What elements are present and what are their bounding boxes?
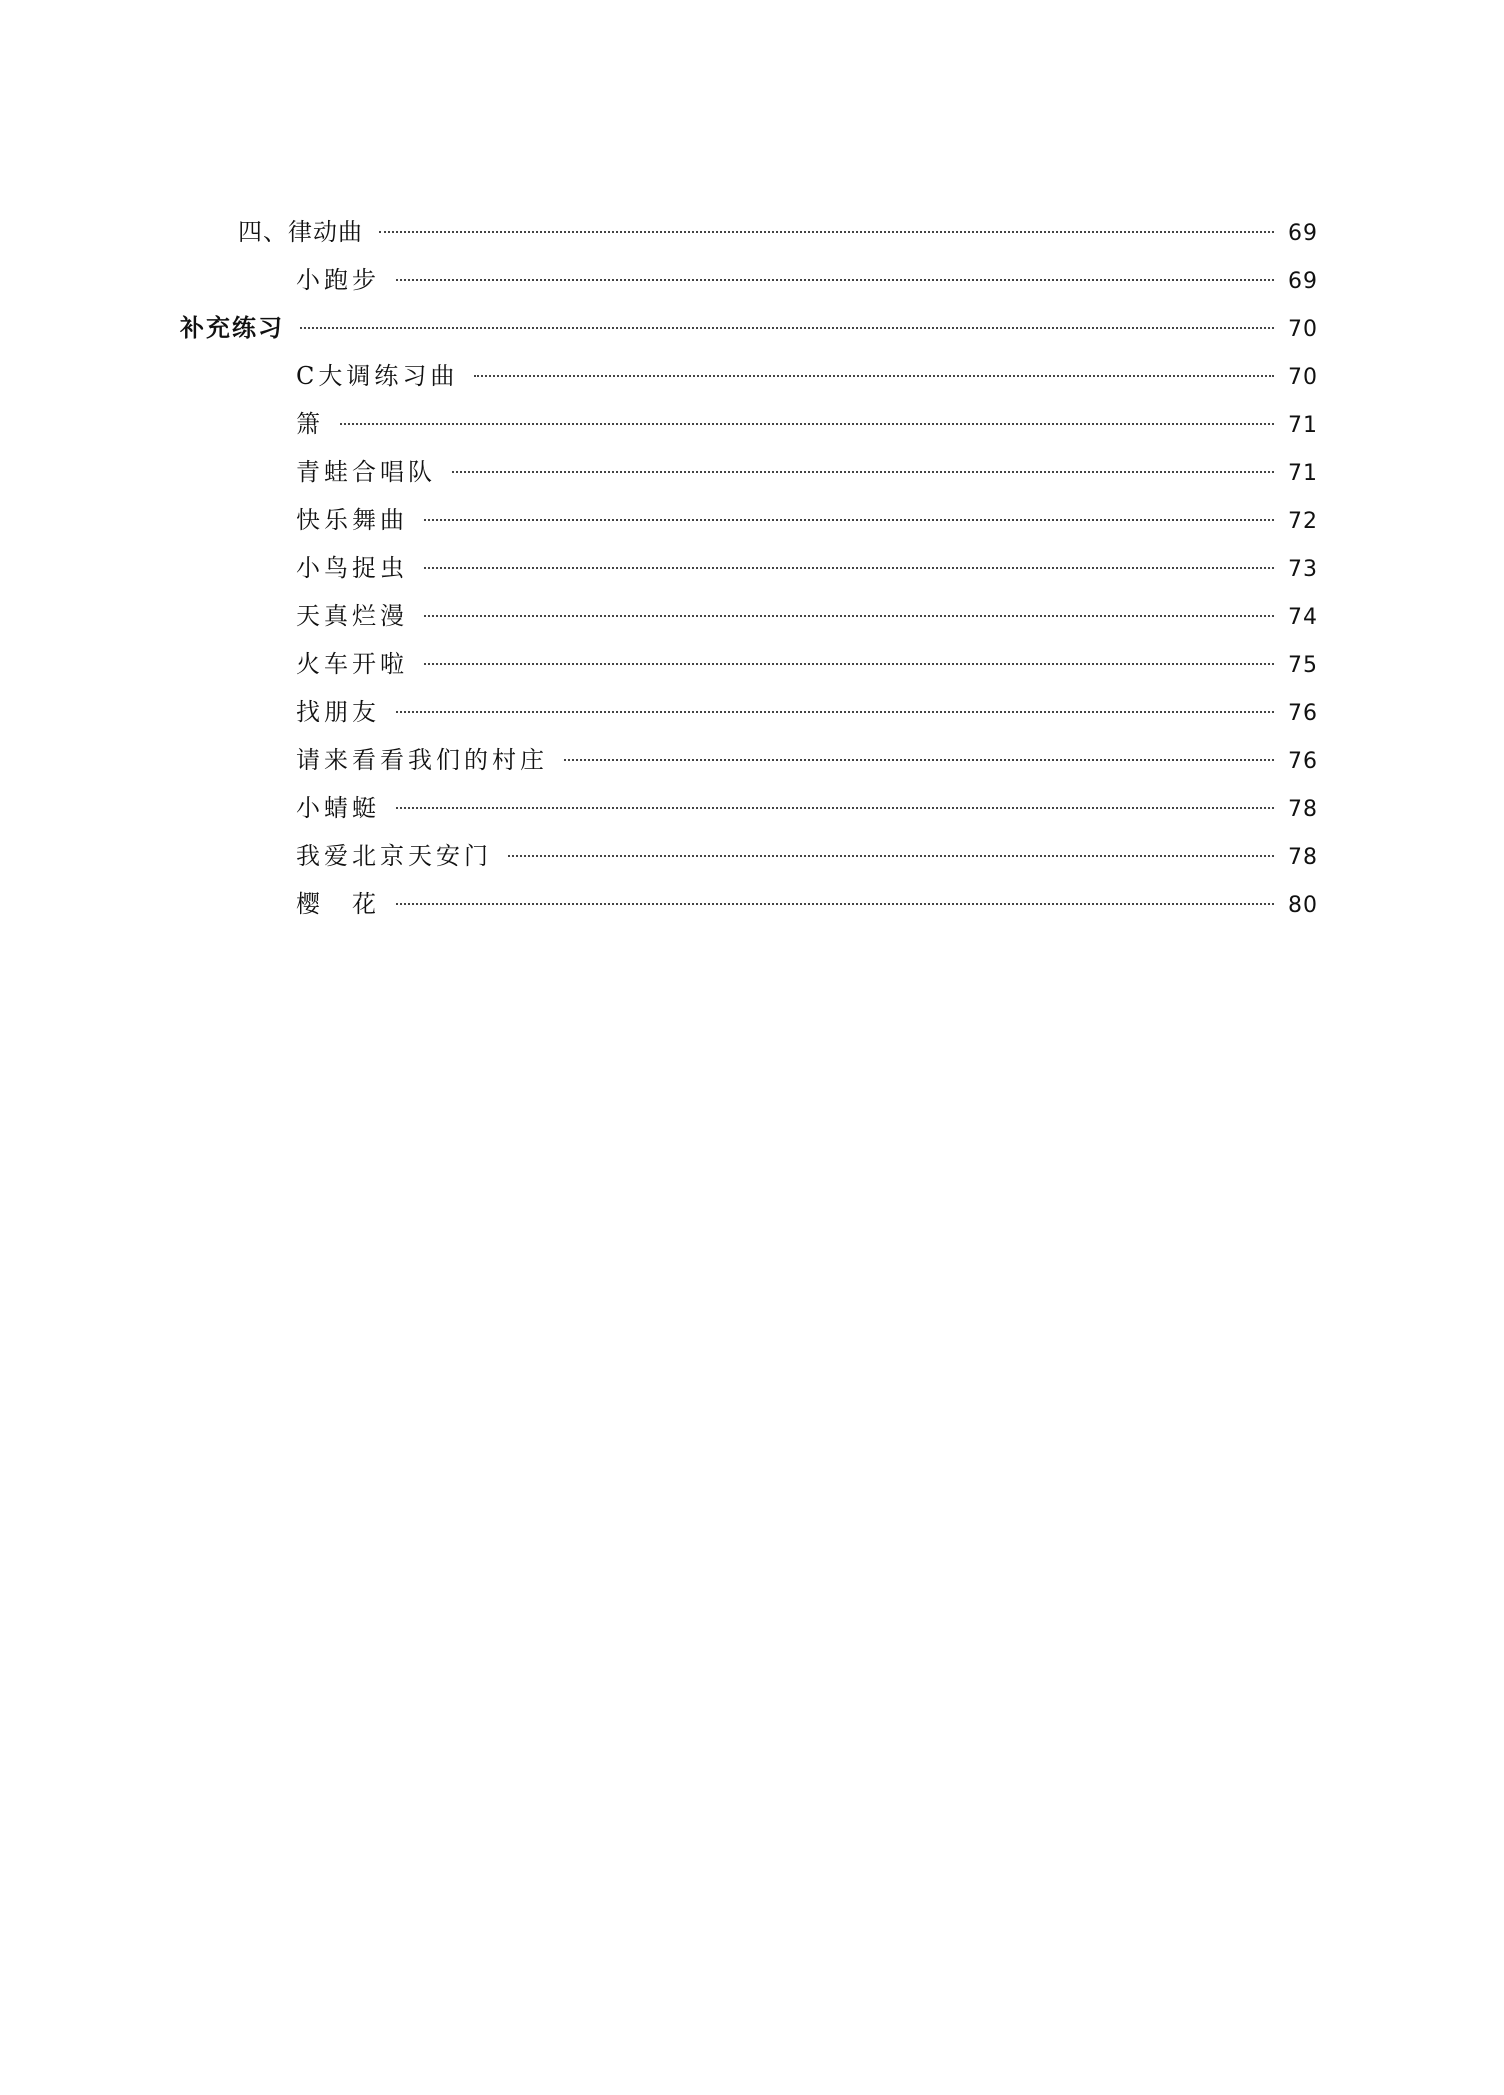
- toc-entry-title: 快乐舞曲: [296, 506, 408, 534]
- toc-entry[interactable]: [296, 496, 1318, 544]
- toc-entry[interactable]: [296, 640, 1318, 688]
- toc-entry[interactable]: [296, 880, 1318, 928]
- toc-entry[interactable]: [296, 784, 1318, 832]
- toc-entry-title: 天真烂漫: [296, 602, 408, 630]
- toc-entry-title: 青蛙合唱队: [296, 458, 436, 486]
- toc-entry-title: 樱 花: [296, 890, 380, 918]
- toc-entry-title: 找朋友: [296, 698, 380, 726]
- toc-entry[interactable]: [296, 400, 1318, 448]
- toc-entry[interactable]: [296, 544, 1318, 592]
- toc-entry-title: 请来看看我们的村庄: [296, 746, 548, 774]
- toc-dot-leader: [474, 375, 1274, 377]
- toc-entry-page: 76: [1288, 749, 1318, 774]
- toc-entry-title: 补充练习: [180, 314, 284, 342]
- toc-entry-title: 我爱北京天安门: [296, 842, 492, 870]
- toc-entry-page: 69: [1288, 221, 1318, 246]
- toc-dot-leader: [396, 807, 1274, 809]
- toc-dot-leader: [424, 519, 1274, 521]
- toc-entry-page: 70: [1288, 365, 1318, 390]
- toc-dot-leader: [396, 711, 1274, 713]
- toc-dot-leader: [424, 615, 1274, 617]
- toc-dot-leader: [564, 759, 1274, 761]
- toc-entry-title: 箫: [296, 410, 324, 438]
- toc-entry-page: 74: [1288, 605, 1318, 630]
- toc-dot-leader: [396, 903, 1274, 905]
- toc-entry[interactable]: [296, 448, 1318, 496]
- toc-dot-leader: [300, 327, 1274, 329]
- toc-entry-page: 69: [1288, 269, 1318, 294]
- toc-entry-page: 71: [1288, 461, 1318, 486]
- toc-dot-leader: [396, 279, 1274, 281]
- toc-entry-title: 火车开啦: [296, 650, 408, 678]
- toc-entry[interactable]: [296, 256, 1318, 304]
- toc-entry[interactable]: [296, 832, 1318, 880]
- toc-dot-leader: [379, 231, 1274, 233]
- toc-entry[interactable]: [296, 688, 1318, 736]
- toc-entry-page: 78: [1288, 797, 1318, 822]
- toc-section-heading[interactable]: [180, 304, 1318, 352]
- toc-entry-page: 73: [1288, 557, 1318, 582]
- toc-entry-title: C大调练习曲: [296, 362, 459, 390]
- toc-entry-page: 80: [1288, 893, 1318, 918]
- toc-entry[interactable]: [296, 736, 1318, 784]
- toc-entry-title: 小鸟捉虫: [296, 554, 408, 582]
- toc-dot-leader: [424, 663, 1274, 665]
- toc-entry-title: 小跑步: [296, 266, 380, 294]
- toc-dot-leader: [340, 423, 1274, 425]
- toc-entry[interactable]: [238, 208, 1318, 256]
- toc-entry-page: 75: [1288, 653, 1318, 678]
- toc-entry-page: 76: [1288, 701, 1318, 726]
- toc-dot-leader: [508, 855, 1274, 857]
- toc-dot-leader: [452, 471, 1274, 473]
- toc-entry[interactable]: [296, 352, 1318, 400]
- toc-entry-page: 72: [1288, 509, 1318, 534]
- toc-dot-leader: [424, 567, 1274, 569]
- toc-entry-page: 70: [1288, 317, 1318, 342]
- toc-entry-title: 四、律动曲: [238, 218, 363, 246]
- toc-entry-title: 小蜻蜓: [296, 794, 380, 822]
- toc-entry-page: 71: [1288, 413, 1318, 438]
- toc-entry[interactable]: [296, 592, 1318, 640]
- toc-entry-page: 78: [1288, 845, 1318, 870]
